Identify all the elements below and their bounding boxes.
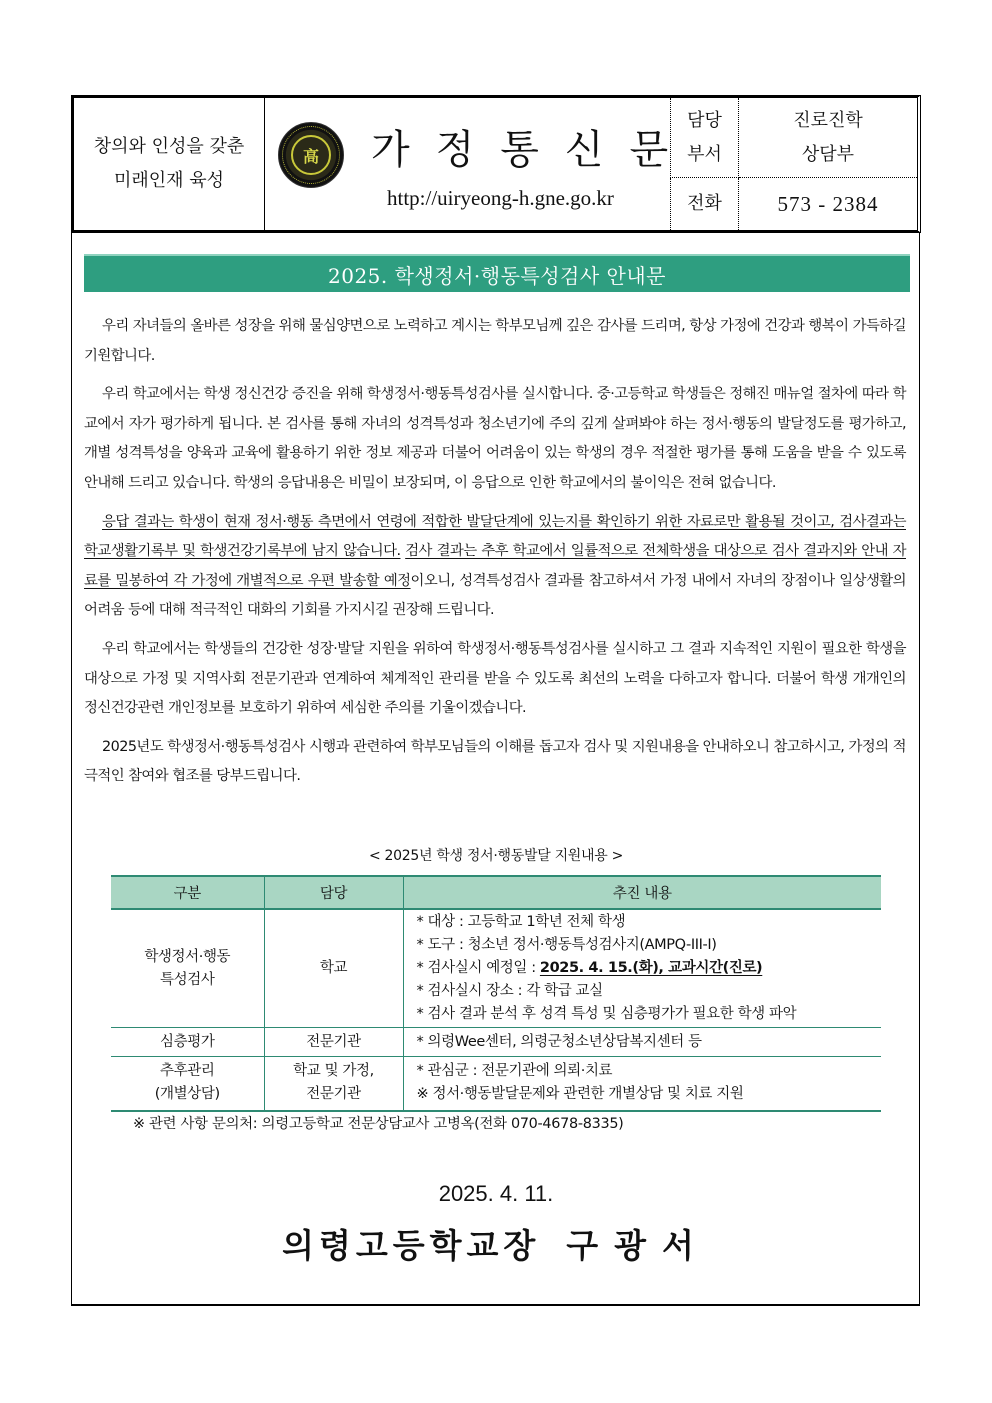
content-item: ※ 정서·행동발달문제와 관련한 개별상담 및 치료 지원 [416, 1086, 744, 1103]
row-owner: 전문기관 [264, 1028, 403, 1057]
content-item: * 도구 : 청소년 정서·행동특성검사지(AMPQ-III-I) [416, 937, 717, 953]
department-value [739, 98, 917, 178]
category-line-1: 추후관리 [160, 1063, 215, 1080]
row-owner [264, 1057, 403, 1111]
exam-date-value: 2025. 4. 15.(화), 교과시간(진로) [539, 960, 763, 976]
department-info [670, 98, 917, 230]
school-motto [74, 98, 265, 230]
notice-body [84, 312, 906, 801]
newsletter-header [71, 95, 921, 233]
category-line-2: 특성검사 [160, 971, 215, 988]
paragraph-greeting: 우리 자녀들의 올바른 성장을 위해 물심양면으로 노력하고 계시는 학부모님께 깊은 감사를 드리며, 항상 가정에 건강과 행복이 가득하길 기원합니다. [84, 318, 906, 364]
department-value-line-1: 진로진학 [793, 109, 863, 131]
column-header-content: 추진 내용 [403, 876, 881, 909]
content-item: * 관심군 : 전문기관에 의뢰·치료 [416, 1063, 613, 1080]
contact-note: ※ 관련 사항 문의처: 의령고등학교 전문상담교사 고병옥(전화 070-4678-8335) [133, 1116, 624, 1132]
row-category [111, 909, 264, 1028]
table-row [111, 1028, 881, 1057]
school-emblem-icon [278, 122, 344, 188]
column-header-owner: 담당 [264, 876, 403, 909]
category-line-2: (개별상담) [154, 1086, 220, 1103]
paragraph-request: 2025년도 학생정서·행동특성검사 시행과 관련하여 학부모님들의 이해를 돕고자 검사 및 지원내용을 안내하오니 참고하시고, 가정의 적극적인 참여와 협조를 당부드립니다. [84, 738, 906, 785]
column-header-category: 구분 [111, 876, 264, 909]
paragraph-support: 우리 학교에서는 학생들의 건강한 성장·발달 지원을 위하여 학생정서·행동특성검사를 실시하고 그 결과 지속적인 지원이 필요한 학생을 대상으로 가정 및 지역사회 전문기관과 연계하여 체계적인 관리를 받을 수 있도록 최선의 노력을 다하고자 합니다. 더불어 학생 개개인의 정신건강관련 개인정보를 보호하기 위하여 세심한 주의를 기울이겠습니다. [84, 640, 906, 717]
table-caption: < 2025년 학생 정서·행동발달 지원내용 > [368, 848, 624, 864]
notice-title-banner: 2025. 학생정서·행동특성검사 안내문 [84, 254, 910, 292]
row-owner: 학교 [264, 909, 403, 1028]
principal-signature [0, 1220, 992, 1267]
content-item-exam-date [417, 957, 882, 980]
exam-date-label: * 검사실시 예정일 : [416, 960, 540, 976]
phone-value: 573 - 2384 [777, 192, 879, 216]
header-title-area [265, 98, 695, 230]
motto-line-2: 미래인재 육성 [113, 170, 225, 191]
newsletter-title: 가정통신문 [371, 127, 695, 173]
row-category [111, 1057, 264, 1111]
content-item: * 검사실시 장소 : 각 학급 교실 [416, 983, 603, 999]
emblem-core: 高 [291, 135, 331, 175]
signer-title: 의령고등학교장 [282, 1226, 541, 1265]
motto-line-1: 창의와 인성을 갖춘 [93, 136, 245, 157]
results-notice-underlined-1: 응답 결과는 학생이 현재 정서·행동 측면에서 연령에 적합한 발달단계에 있는지를 확인하기 위한 자료로만 활용될 것이고, 검사결과는 학교생활기록부 및 학생건강기록부에 남지 않습니다. [84, 513, 906, 560]
results-notice-underlined-2: 검사 결과는 추후 학교에서 일률적으로 전체학생을 대상으로 검사 결과지와 안내 자료를 밀봉하여 각 가정에 개별적으로 우편 발송할 예정 [84, 543, 906, 589]
phone-label: 전화 [670, 178, 739, 230]
school-url[interactable]: http://uiryeong-h.gne.go.kr [387, 186, 614, 210]
owner-line-1: 학교 및 가정, [293, 1063, 374, 1080]
row-content [403, 909, 881, 1028]
paragraph-purpose: 우리 학교에서는 학생 정신건강 증진을 위해 학생정서·행동특성검사를 실시합니다. 중·고등학교 학생들은 정해진 매뉴얼 절차에 따라 학교에서 자가 평가하게 됩니다. 본 검사를 통해 자녀의 성격특성과 청소년기에 주의 깊게 살펴봐야 하는 정서·행동의 발달정도를 평가하고, 개별 성격특성을 양육과 교육에 활용하기 위한 정보 제공과 더불어 어려움이 있는 학생의 경우 적절한 평가를 통해 도움을 받을 수 있도록 안내해 드리고 있습니다. 학생의 응답내용은 비밀이 보장되며, 이 응답으로 인한 학교에서의 불이익은 전혀 없습니다. [84, 386, 906, 491]
row-content [403, 1057, 881, 1111]
row-content: * 의령Wee센터, 의령군청소년상담복지센터 등 [403, 1028, 881, 1057]
row-category: 심층평가 [111, 1028, 264, 1057]
department-label-line-1: 담당 [687, 109, 722, 131]
table-row [111, 1057, 881, 1111]
issue-date: 2025. 4. 11. [438, 1181, 554, 1206]
content-item: * 검사 결과 분석 후 성격 특성 및 심층평가가 필요한 학생 파악 [416, 1006, 797, 1022]
owner-line-2: 전문기관 [306, 1086, 361, 1103]
department-label-line-2: 부서 [687, 143, 722, 165]
paragraph-results [84, 508, 906, 626]
department-value-line-2: 상담부 [801, 143, 855, 165]
signer-name: 구광서 [566, 1226, 710, 1265]
content-item: * 대상 : 고등학교 1학년 전체 학생 [416, 914, 626, 930]
table-header-row [111, 876, 881, 909]
table-row [111, 909, 881, 1028]
support-plan-table [111, 875, 881, 1112]
results-notice-rest: 이오니, 성격특성검사 결과를 참고하셔서 가정 내에서 자녀의 장점이나 일상생활의 어려움 등에 대해 적극적인 대화의 기회를 가지시길 권장해 드립니다. [84, 572, 907, 619]
category-line-1: 학생정서·행동 [144, 948, 231, 965]
emblem-ring [282, 126, 340, 184]
